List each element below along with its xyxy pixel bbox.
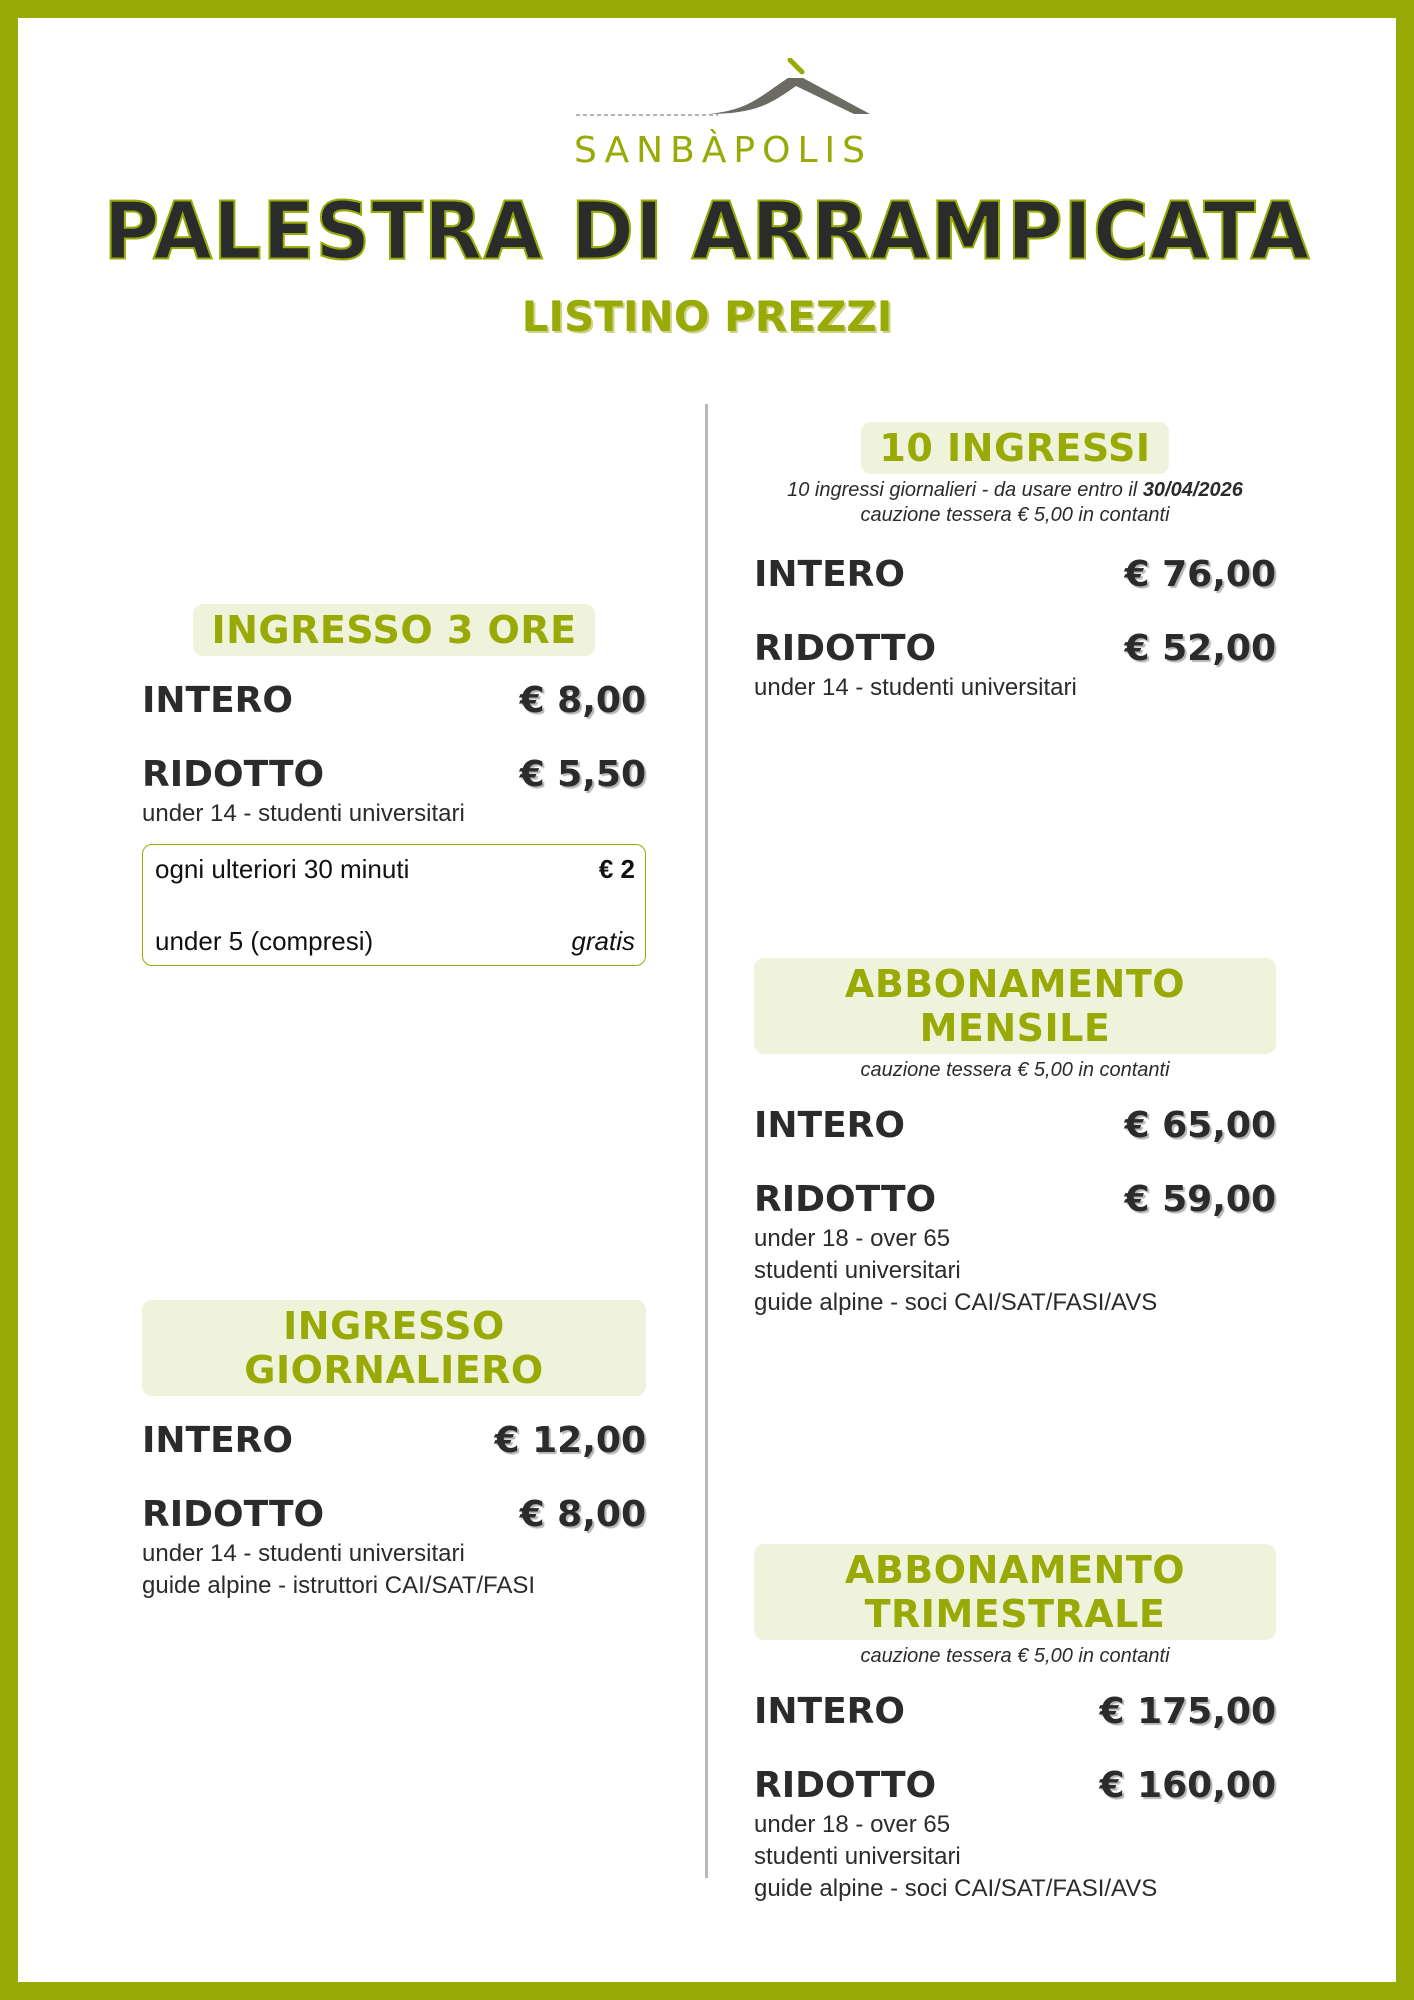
section-ingresso-3-ore xyxy=(142,604,646,966)
expiry-date: 30/04/2026 xyxy=(1142,479,1243,501)
discount-eligibility: under 14 - studenti universitari xyxy=(754,674,1077,701)
price-label: RIDOTTO xyxy=(754,628,937,669)
price-label: INTERO xyxy=(754,1105,905,1146)
deposit-note: cauzione tessera € 5,00 in contanti xyxy=(860,1059,1170,1081)
price-value: € 76,00 xyxy=(1124,554,1276,595)
extra-row xyxy=(155,923,635,959)
extra-row xyxy=(155,851,635,887)
section-title: 10 INGRESSI xyxy=(861,422,1168,474)
section-title: ABBONAMENTO MENSILE xyxy=(754,958,1276,1054)
price-value: € 160,00 xyxy=(1099,1765,1276,1806)
price-value: € 12,00 xyxy=(494,1420,646,1461)
price-value: € 8,00 xyxy=(519,680,646,721)
extra-value: € 2 xyxy=(598,854,635,884)
price-value: € 59,00 xyxy=(1124,1179,1276,1220)
discount-eligibility: studenti universitari xyxy=(754,1843,961,1870)
discount-eligibility: guide alpine - soci CAI/SAT/FASI/AVS xyxy=(754,1289,1158,1316)
extras-box xyxy=(142,844,646,966)
price-value: € 52,00 xyxy=(1124,628,1276,669)
price-label: INTERO xyxy=(142,680,293,721)
section-title: INGRESSO 3 ORE xyxy=(193,604,594,656)
discount-eligibility: guide alpine - istruttori CAI/SAT/FASI xyxy=(142,1572,536,1599)
price-label: RIDOTTO xyxy=(142,754,325,795)
price-label: INTERO xyxy=(142,1420,293,1461)
section-abbonamento-mensile xyxy=(754,958,1276,1319)
section-note xyxy=(754,478,1276,503)
section-title: ABBONAMENTO TRIMESTRALE xyxy=(754,1544,1276,1640)
price-value: € 65,00 xyxy=(1124,1105,1276,1146)
sanbapolis-logo xyxy=(558,58,878,178)
section-10-ingressi xyxy=(754,422,1276,704)
deposit-note: cauzione tessera € 5,00 in contanti xyxy=(860,504,1170,526)
price-label: RIDOTTO xyxy=(754,1179,937,1220)
column-divider xyxy=(705,404,708,1878)
validity-note: 10 ingressi giornalieri - da usare entro il xyxy=(787,479,1143,501)
price-label: RIDOTTO xyxy=(142,1494,325,1535)
section-ingresso-giornaliero xyxy=(142,1300,646,1602)
price-row-intero xyxy=(754,538,1276,612)
price-row-intero xyxy=(142,1404,646,1478)
price-value: € 175,00 xyxy=(1099,1691,1276,1732)
brand-name: SANBÀPOLIS xyxy=(574,130,872,171)
price-label: INTERO xyxy=(754,554,905,595)
discount-eligibility: guide alpine - soci CAI/SAT/FASI/AVS xyxy=(754,1875,1158,1902)
page-subtitle: LISTINO PREZZI xyxy=(521,292,893,341)
price-row-intero xyxy=(754,1675,1276,1749)
price-row-intero xyxy=(754,1089,1276,1163)
price-label: RIDOTTO xyxy=(754,1765,937,1806)
roof-icon xyxy=(558,58,878,138)
deposit-note: cauzione tessera € 5,00 in contanti xyxy=(860,1645,1170,1667)
discount-eligibility: under 18 - over 65 xyxy=(754,1225,951,1252)
page-title: PALESTRA DI ARRAMPICATA xyxy=(103,183,1311,278)
discount-eligibility: studenti universitari xyxy=(754,1257,961,1284)
price-label: INTERO xyxy=(754,1691,905,1732)
extra-label: ogni ulteriori 30 minuti xyxy=(155,854,410,884)
section-title: INGRESSO GIORNALIERO xyxy=(142,1300,646,1396)
price-list-page xyxy=(18,18,1396,1982)
discount-eligibility: under 14 - studenti universitari xyxy=(142,1540,465,1567)
extra-label: under 5 (compresi) xyxy=(155,926,374,956)
discount-eligibility: under 14 - studenti universitari xyxy=(142,800,465,827)
discount-eligibility: under 18 - over 65 xyxy=(754,1811,951,1838)
extra-value: gratis xyxy=(571,926,635,956)
section-abbonamento-trimestrale xyxy=(754,1544,1276,1905)
price-value: € 5,50 xyxy=(519,754,646,795)
price-row-intero xyxy=(142,664,646,738)
price-value: € 8,00 xyxy=(519,1494,646,1535)
